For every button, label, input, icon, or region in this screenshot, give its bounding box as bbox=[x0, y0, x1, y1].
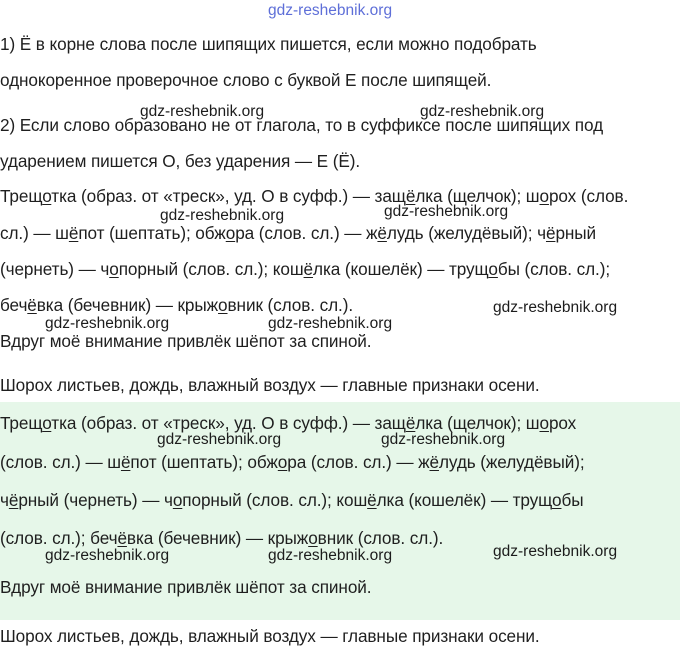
rule-1-line-1: 1) Ё в корне слова после шипящих пишется, если можно подобрать bbox=[0, 34, 537, 54]
block1-line-1: Трещотка (образ. от «треск», уд. О в суфф.) — защёлка (щелчок); шорох (слов. bbox=[0, 186, 629, 206]
watermark: gdz-reshebnik.org bbox=[384, 203, 509, 220]
block1-sentence-1: Вдруг моё внимание привлёк шёпот за спиной. bbox=[0, 331, 372, 351]
rule-2-line-2: ударением пишется О, без ударения — Е (Ё). bbox=[0, 151, 361, 171]
watermark: gdz-reshebnik.org bbox=[45, 315, 170, 332]
block2-line-1: Трещотка (образ. от «треск», уд. О в суфф.) — защёлка (щелчок); шорох bbox=[0, 413, 577, 433]
block2-line-3: чёрный (чернеть) — чопорный (слов. сл.); кошёлка (кошелёк) — трущобы bbox=[0, 490, 584, 510]
watermark: gdz-reshebnik.org bbox=[420, 103, 545, 120]
block2-line-2: (слов. сл.) — шёпот (шептать); обжора (слов. сл.) — жёлудь (желудёвый); bbox=[0, 452, 585, 472]
watermark: gdz-reshebnik.org bbox=[493, 299, 618, 316]
block2-sentence-2: Шорох листьев, дождь, влажный воздух — главные признаки осени. bbox=[0, 626, 540, 646]
block1-line-4: бечёвка (бечевник) — крыжовник (слов. сл.). bbox=[0, 295, 354, 315]
block2-sentence-1: Вдруг моё внимание привлёк шёпот за спиной. bbox=[0, 577, 372, 597]
watermark: gdz-reshebnik.org bbox=[381, 431, 506, 448]
block2-line-4: (слов. сл.); бечёвка (бечевник) — крыжовник (слов. сл.). bbox=[0, 528, 444, 548]
block1-line-2: сл.) — шёпот (шептать); обжора (слов. сл.) — жёлудь (желудёвый); чёрный bbox=[0, 223, 597, 243]
block1-line-3: (чернеть) — чопорный (слов. сл.); кошёлка (кошелёк) — трущобы (слов. сл.); bbox=[0, 259, 611, 279]
watermark: gdz-reshebnik.org bbox=[268, 315, 393, 332]
watermark: gdz-reshebnik.org bbox=[493, 543, 618, 560]
top-watermark: gdz-reshebnik.org bbox=[268, 2, 393, 19]
watermark: gdz-reshebnik.org bbox=[160, 207, 285, 224]
rule-1-line-2: однокоренное проверочное слово с буквой Е после шипящей. bbox=[0, 70, 492, 90]
block1-sentence-2: Шорох листьев, дождь, влажный воздух — главные признаки осени. bbox=[0, 375, 540, 395]
watermark: gdz-reshebnik.org bbox=[45, 547, 170, 564]
watermark: gdz-reshebnik.org bbox=[140, 103, 265, 120]
watermark: gdz-reshebnik.org bbox=[268, 547, 393, 564]
rule-2-line-1: 2) Если слово образовано не от глагола, то в суффиксе после шипящих под bbox=[0, 115, 604, 135]
watermark: gdz-reshebnik.org bbox=[157, 431, 282, 448]
